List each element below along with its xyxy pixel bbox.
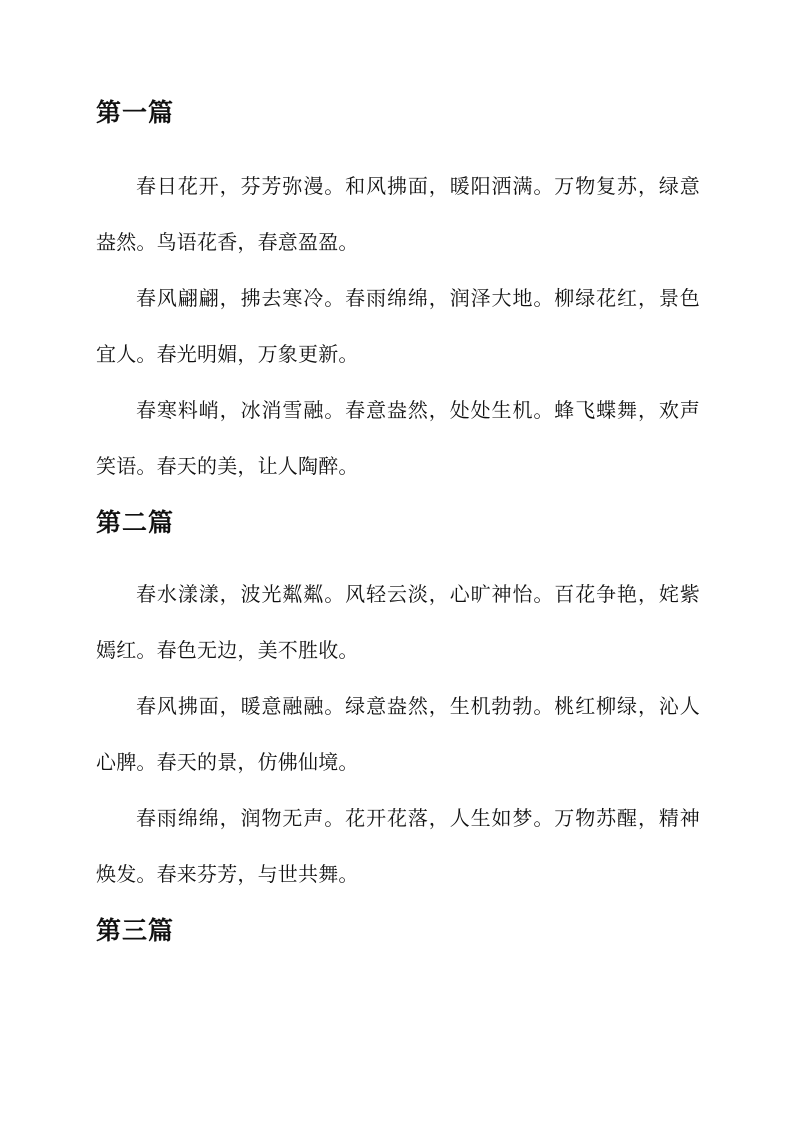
section-title-2: 第二篇 bbox=[96, 508, 175, 537]
paragraph-2-3: 春雨绵绵，润物无声。花开花落，人生如梦。万物苏醒，精神焕发。春来芬芳，与世共舞。 bbox=[96, 806, 700, 886]
paragraph-2-1: 春水漾漾，波光粼粼。风轻云淡，心旷神怡。百花争艳，姹紫嫣红。春色无边，美不胜收。 bbox=[96, 582, 700, 662]
paragraph-1-3: 春寒料峭，冰消雪融。春意盎然，处处生机。蜂飞蝶舞，欢声笑语。春天的美，让人陶醉。 bbox=[96, 398, 700, 478]
paragraph-1-1: 春日花开，芬芳弥漫。和风拂面，暖阳洒满。万物复苏，绿意盎然。鸟语花香，春意盈盈。 bbox=[96, 174, 700, 254]
section-title-1: 第一篇 bbox=[96, 98, 175, 127]
paragraph-2-2: 春风拂面，暖意融融。绿意盎然，生机勃勃。桃红柳绿，沁人心脾。春天的景，仿佛仙境。 bbox=[96, 694, 700, 774]
section-title-3: 第三篇 bbox=[96, 916, 175, 945]
paragraph-1-2: 春风翩翩，拂去寒冷。春雨绵绵，润泽大地。柳绿花红，景色宜人。春光明媚，万象更新。 bbox=[96, 286, 700, 366]
